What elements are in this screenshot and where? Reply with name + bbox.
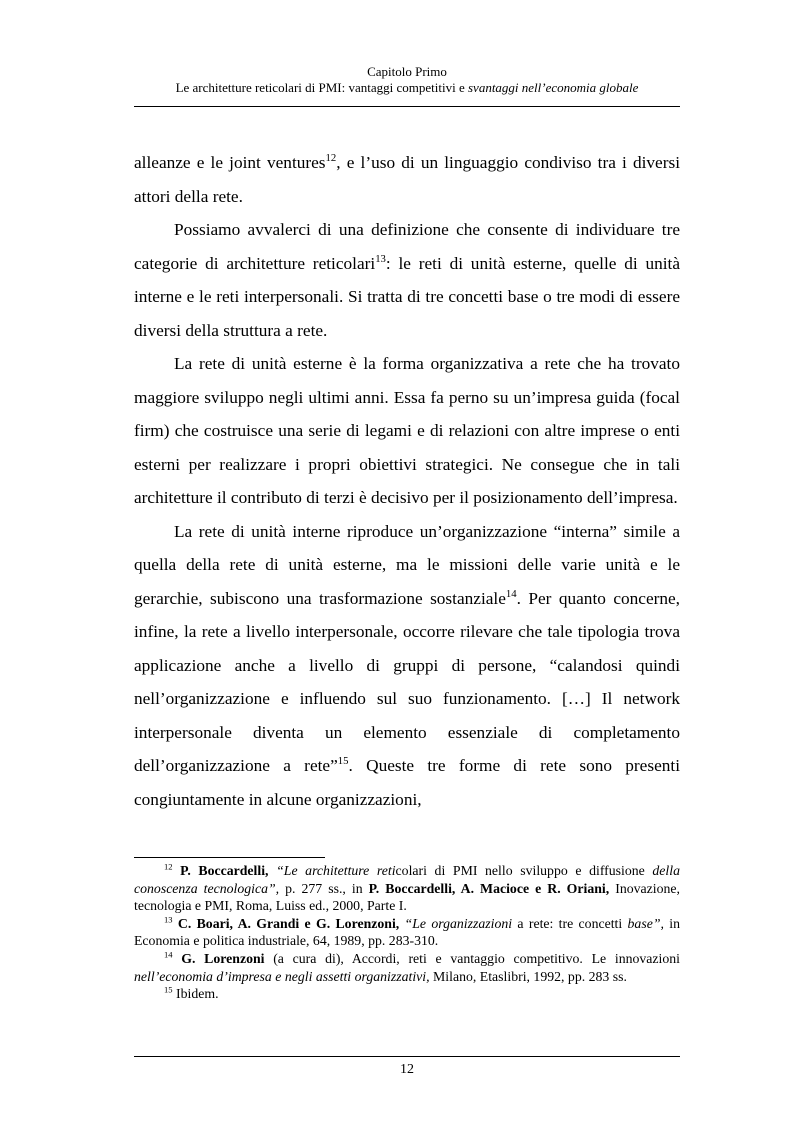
footnote-14: $^{14}$ G. Lorenzoni (a cura di), Accordi, reti e vantaggio competitivo. Le innovazioni nell’economia d’impresa e negli assetti organizzativi, Milano, Etaslibri, 1992, pp. 283 ss. (134, 949, 681, 984)
footnote-ref-14: 14 (505, 587, 517, 600)
paragraph-4: La rete di unità interne riproduce un’organizzazione “interna” simile a quella della rete di unità esterne, ma le missioni delle varie unità e le gerarchie, subiscono una trasformazione sostanziale$^{14}$. Per quanto concerne, infine, la rete a livello interpersonale, occorre rilevare che tale tipologia trova applicazione anche a livello di gruppi di persone, “calandosi quindi nell’organizzazione e influendo sul suo funzionamento. […] Il network interpersonale diventa un elemento essenziale di completamento dell’organizzazione a rete”$^{15}$. Queste tre forme di rete sono presenti congiuntamente in alcune organizzazioni, (134, 521, 681, 809)
footnote-ref-13: 13 (375, 252, 386, 265)
footnote-separator (134, 857, 325, 858)
running-header (134, 64, 680, 96)
footnotes (134, 862, 680, 1003)
paragraph-2: Possiamo avvalerci di una definizione che consente di individuare tre categorie di architetture reticolari$^{13}$: le reti di unità esterne, quelle di unità interne e le reti interpersonali. Si tratta di tre concetti base o tre modi di essere diversi della struttura a rete. (134, 220, 680, 340)
page-number: 12 (400, 1062, 414, 1077)
main-text (134, 146, 680, 816)
paragraph-1: alleanze e le joint ventures$^{12}$, e l’uso di un linguaggio condiviso tra i diversi attori della rete. (134, 152, 681, 206)
header-rule (134, 106, 680, 107)
footer-rule (134, 1056, 680, 1057)
footnote-12: $^{12}$ P. Boccardelli, “Le architetture reticolari di PMI nello sviluppo e diffusione della conoscenza tecnologica”, p. 277 ss., in P. Boccardelli, A. Macioce e R. Oriani, Inovazione, tecnologia e PMI, Roma, Luiss ed., 2000, Parte I. (134, 861, 680, 914)
paragraph-3: La rete di unità esterne è la forma organizzativa a rete che ha trovato maggiore sviluppo negli ultimi anni. Essa fa perno su un’impresa guida (focal firm) che costruisce una serie di legami e di relazioni con altre imprese o enti esterni per realizzare i propri obiettivi strategici. Ne consegue che in tali architetture il contributo di terzi è decisivo per il posizionamento dell’impresa. (134, 354, 680, 507)
footnote-15: $^{15}$ Ibidem. (164, 984, 219, 1002)
chapter-title: Capitolo Primo (367, 64, 447, 79)
footnote-13: $^{13}$ C. Boari, A. Grandi e G. Lorenzoni, “Le organizzazioni a rete: tre concetti base”, in Economia e politica industriale, 64, 1989, pp. 283-310. (134, 914, 681, 949)
footnote-ref-12: 12 (325, 152, 337, 165)
chapter-subtitle: Le architetture reticolari di PMI: vantaggi competitivi e svantaggi nell’economia globale (175, 80, 639, 95)
footnote-ref-15: 15 (337, 755, 349, 768)
